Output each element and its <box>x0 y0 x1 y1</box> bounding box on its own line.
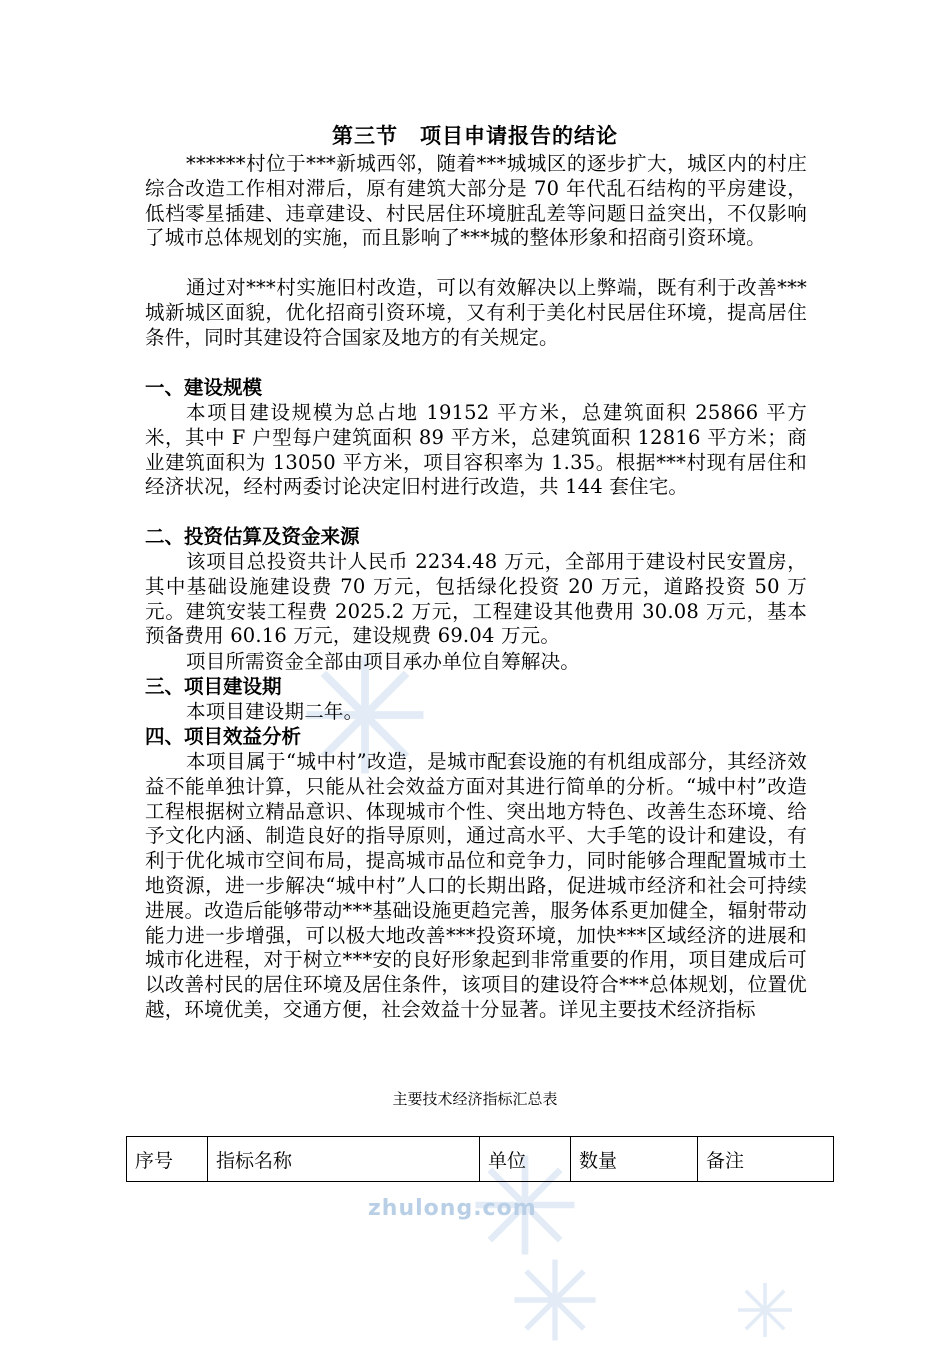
investment-paragraph-1: 该项目总投资共计人民币 2234.48 万元，全部用于建设村民安置房，其中基础设施建设费 70 万元，包括绿化投资 20 万元，道路投资 50 万元。建筑安装工程费 2025.2 万元，工程建设其他费用 30.08 万元，基本预备费用 60.16 万元，建设规费 69.04 万元。 <box>145 550 807 648</box>
column-header-remarks: 备注 <box>698 1137 834 1182</box>
column-header-indicator-name: 指标名称 <box>208 1137 480 1182</box>
indicators-table <box>126 1136 834 1182</box>
heading-construction-scale: 一、建设规模 <box>145 376 263 399</box>
column-header-quantity: 数量 <box>571 1137 698 1182</box>
heading-investment-estimate: 二、投资估算及资金来源 <box>145 525 360 548</box>
table-header-row <box>127 1137 834 1182</box>
intro-paragraph-2: 通过对***村实施旧村改造，可以有效解决以上弊端，既有利于改善***城新城区面貌，优化招商引资环境，又有利于美化村民居住环境，提高居住条件，同时其建设符合国家及地方的有关规定。 <box>145 276 807 349</box>
investment-paragraph-2: 项目所需资金全部由项目承办单位自筹解决。 <box>186 650 581 673</box>
column-header-serial: 序号 <box>127 1137 208 1182</box>
table-caption: 主要技术经济指标汇总表 <box>392 1090 558 1108</box>
heading-construction-period: 三、项目建设期 <box>145 675 282 698</box>
watermark-text: zhulong.com <box>368 1196 537 1221</box>
benefit-analysis-paragraph: 本项目属于“城中村”改造，是城市配套设施的有机组成部分，其经济效益不能单独计算，只能从社会效益方面对其进行简单的分析。“城中村”改造工程根据树立精品意识、体现城市个性、突出地方特色、改善生态环境、给予文化内涵、制造良好的指导原则，通过高水平、大手笔的设计和建设，有利于优化城市空间布局，提高城市品位和竞争力，同时能够合理配置城市土地资源，进一步解决“城中村”人口的长期出路，促进城市经济和社会可持续进展。改造后能够带动***基础设施更趋完善，服务体系更加健全，辐射带动能力进一步增强，可以极大地改善***投资环境，加快***区域经济的进展和城市化进程，对于树立***安的良好形象起到非常重要的作用，项目建成后可以改善村民的居住环境及居住条件，该项目的建设符合***总体规划，位置优越，环境优美，交通方便，社会效益十分显著。详见主要技术经济指标 <box>145 750 807 1021</box>
construction-scale-paragraph: 本项目建设规模为总占地 19152 平方米，总建筑面积 25866 平方米，其中 F 户型每户建筑面积 89 平方米，总建筑面积 12816 平方米；商业建筑面积为 13050 平方米，项目容积率为 1.35。根据***村现有居住和经济状况，经村两委讨论决定旧村进行改造，共 144 套住宅。 <box>145 401 807 499</box>
construction-period-paragraph: 本项目建设期二年。 <box>186 700 364 723</box>
intro-paragraph-1: ******村位于***新城西邻，随着***城城区的逐步扩大，城区内的村庄综合改造工作相对滞后，原有建筑大部分是 70 年代乱石结构的平房建设，低档零星插建、违章建设、村民居住环境脏乱差等问题日益突出，不仅影响了城市总体规划的实施，而且影响了***城的整体形象和招商引资环境。 <box>145 152 807 250</box>
watermark-logo-icon <box>735 1280 795 1340</box>
section-title: 第三节 项目申请报告的结论 <box>332 124 618 148</box>
heading-benefit-analysis: 四、项目效益分析 <box>145 725 302 748</box>
watermark-logo-icon <box>510 1255 600 1345</box>
column-header-unit: 单位 <box>480 1137 571 1182</box>
